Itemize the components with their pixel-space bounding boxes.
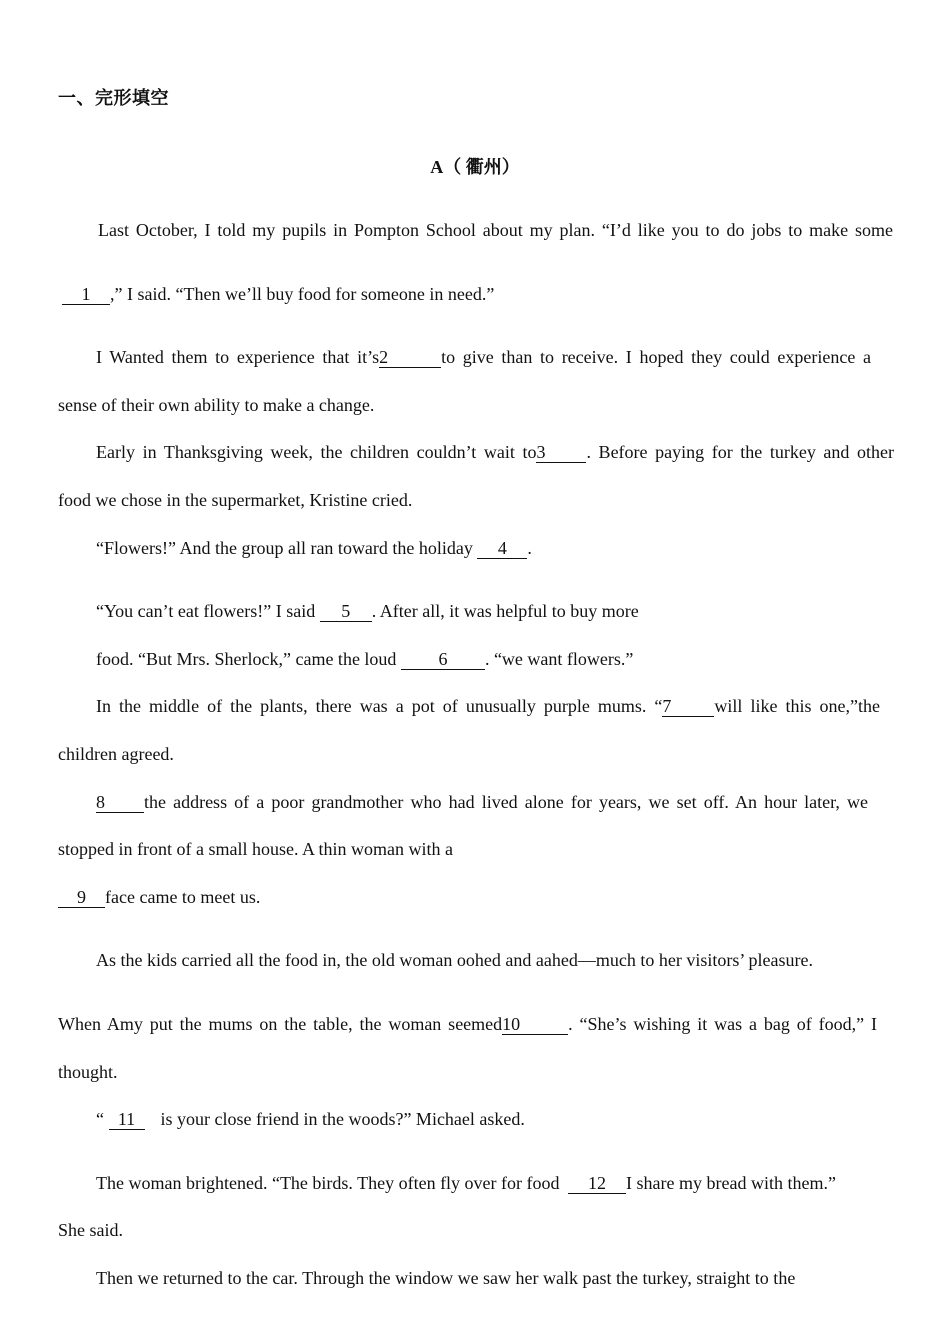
passage-text: She said. <box>58 1220 123 1240</box>
passage-text: ,” I said. “Then we’ll buy food for someone in need.” <box>110 284 495 304</box>
passage-text: food we chose in the supermarket, Kristine cried. <box>58 490 413 510</box>
passage-text: the address of a poor grandmother who had lived alone for years, we set off. An hour later, we <box>144 792 868 812</box>
passage-line <box>58 885 894 909</box>
passage-title: A（ 衢州） <box>430 157 520 177</box>
passage-text: Last October, I told my pupils in Pompton School about my plan. “I’d like you to do jobs to make some <box>98 220 893 240</box>
passage-line <box>96 440 894 464</box>
passage-line <box>58 837 894 861</box>
passage-text: . Before paying for the turkey and other <box>586 442 894 462</box>
passage-text: thought. <box>58 1062 118 1082</box>
passage-text: sense of their own ability to make a change. <box>58 395 375 415</box>
passage-text: “Flowers!” And the group all ran toward the holiday <box>96 538 478 558</box>
passage-text: Then we returned to the car. Through the window we saw her walk past the turkey, straight to the <box>96 1268 796 1288</box>
passage-text: “You can’t eat flowers!” I said <box>96 601 320 621</box>
passage-text: stopped in front of a small house. A thin woman with a <box>58 839 453 859</box>
blank-10[interactable]: 10 <box>502 1015 568 1035</box>
passage-line <box>96 345 871 369</box>
blank-4[interactable]: 4 <box>477 539 527 559</box>
passage-line <box>98 218 893 242</box>
blank-12[interactable]: 12 <box>568 1174 626 1194</box>
passage-text: I Wanted them to experience that it’s <box>96 347 380 367</box>
passage-text: is your close friend in the woods?” Michael asked. <box>160 1109 525 1129</box>
passage-text: Early in Thanksgiving week, the children couldn’t wait to <box>96 442 537 462</box>
passage-line <box>58 1012 877 1036</box>
section-heading: 一、完形填空 <box>58 88 169 109</box>
passage-line <box>96 1171 894 1195</box>
passage-line <box>96 790 868 814</box>
passage-text: . After all, it was helpful to buy more <box>371 601 639 621</box>
blank-9[interactable]: 9 <box>58 888 105 908</box>
blank-3[interactable]: 3 <box>536 443 586 463</box>
passage-text: The woman brightened. “The birds. They often fly over for food <box>96 1173 565 1193</box>
blank-1[interactable]: 1 <box>62 285 110 305</box>
blank-11[interactable]: 11 <box>109 1110 145 1130</box>
passage-line <box>96 694 880 718</box>
passage-text: face came to meet us. <box>105 887 261 907</box>
blank-2[interactable]: 2 <box>379 348 441 368</box>
passage-line <box>96 536 894 560</box>
passage-text: “ <box>96 1109 109 1129</box>
blank-6[interactable]: 6 <box>401 650 485 670</box>
passage-text: . “She’s wishing it was a bag of food,” I <box>568 1014 877 1034</box>
passage-line <box>58 1060 894 1084</box>
passage-line <box>58 1218 894 1242</box>
passage-text: . “we want flowers.” <box>484 649 634 669</box>
passage-line <box>58 488 894 512</box>
passage-text: . <box>527 538 532 558</box>
blank-7[interactable]: 7 <box>662 697 714 717</box>
passage-line <box>96 948 894 972</box>
passage-text: food. “But Mrs. Sherlock,” came the loud <box>96 649 401 669</box>
passage-text: When Amy put the mums on the table, the woman seemed <box>58 1014 503 1034</box>
passage-line <box>58 393 894 417</box>
passage-line <box>96 647 894 671</box>
blank-5[interactable]: 5 <box>320 602 372 622</box>
passage-text: As the kids carried all the food in, the old woman oohed and aahed—much to her visitors’ pleasure. <box>96 950 813 970</box>
passage-text: I share my bread with them.” <box>626 1173 836 1193</box>
passage-line <box>96 1107 894 1131</box>
blank-8[interactable]: 8 <box>96 793 144 813</box>
passage-line <box>96 1266 894 1290</box>
passage-text: to give than to receive. I hoped they could experience a <box>441 347 871 367</box>
passage-line <box>58 742 894 766</box>
passage-line <box>62 282 898 306</box>
passage-text: children agreed. <box>58 744 174 764</box>
passage-line <box>96 599 894 623</box>
passage-text: will like this one,”the <box>714 696 881 716</box>
passage-text: In the middle of the plants, there was a pot of unusually purple mums. “ <box>96 696 663 716</box>
